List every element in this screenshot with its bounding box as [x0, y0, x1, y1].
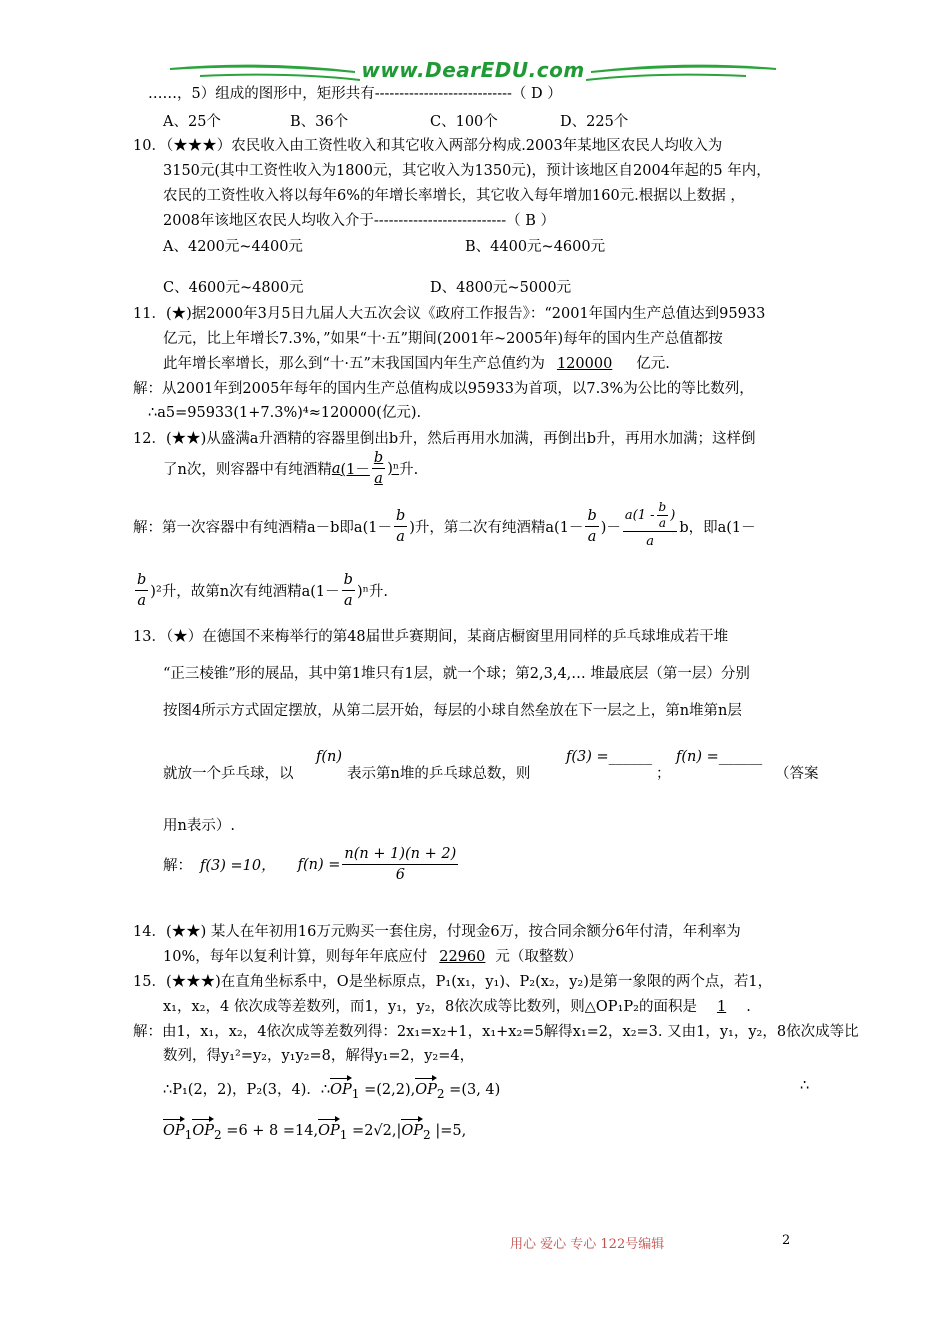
header-logo-text: www.DearEDU.com	[361, 58, 585, 82]
q15-solution-line1: 解：由1，x₁，x₂，4依次成等差数列得：2x₁=x₂+1，x₁+x₂=5解得x₁=2，x₂=3. 又由1，y₁，y₂，8依次成等比	[133, 1024, 859, 1040]
q11-line3	[163, 352, 670, 373]
vector-op1: OP	[330, 1082, 352, 1098]
q15-line2: x₁，x₂，4 依次成等差数列，而1，y₁，y₂，8依次成等比数列，则△OP₁P₂的面积是 1 .	[163, 999, 751, 1015]
q9-option-a: A、25个	[163, 114, 221, 130]
q15-solution-line4: $OP_1OP_2 =6 + 8 =14,OP_1 =2√2,|OP_2$ |=5,	[163, 1123, 467, 1142]
q12-solution-line1: 解：第一次容器中有纯酒精a－b即a(1－ $\frac{b}{a}$ )升，第二次有纯酒精a(1－ $\frac{b}{a}$ )－ a (1 - $\frac{b}{a}$ ) a b，即a(1－	[133, 500, 756, 552]
q13-line1: 13．（★）在德国不来梅举行的第48届世乒赛期间，某商店橱窗里用同样的乒乓球堆成若干堆	[133, 629, 729, 645]
q13-sol-fraction: $\frac{n(n + 1)(n + 2)}{6}$	[344, 846, 457, 883]
q11-line2: 亿元，比上年增长7.3%，”如果“十·五”期间(2001年~2005年)每年的国内生产总值都按	[163, 331, 723, 347]
q13-line4-f3-blank: f(3) =______	[566, 749, 653, 765]
q13-line4-g: （答案	[775, 766, 819, 782]
q13-line4-a: 就放一个乒乓球，以	[163, 766, 294, 782]
q13-line5: 用n表示）.	[163, 818, 235, 834]
q14-answer: 22960	[439, 949, 486, 965]
q13-solution: 解： f(3) =10， f(n) = $\frac{n(n + 1)(n + 2)}{6}$	[163, 846, 457, 883]
q13-line4-sep: ；	[656, 766, 671, 782]
q13-line2: “正三棱锥”形的展品，其中第1堆只有1层，就一个球；第2,3,4,… 堆最底层（第一层）分别	[163, 666, 750, 682]
q12-solution-line2: $\frac{b}{a}$ )²升，故第n次有纯酒精a(1－ $\frac{b}{a}$ )ⁿ升.	[137, 572, 388, 609]
q12-line2-text: 了n次，则容器中有纯酒精	[163, 462, 332, 478]
q9-option-c: C、100个	[430, 114, 498, 130]
vector-op2-magnitude: OP	[401, 1123, 424, 1139]
q12-sol-fraction-2: $\frac{b}{a}$	[587, 507, 597, 545]
q10-option-c: C、4600元~4800元	[163, 280, 304, 296]
q10-option-b: B、4400元~4600元	[465, 239, 606, 255]
q14-line1: 14．(★★) 某人在年初用16万元购买一套住房，付现金6万，按合同余额分6年付清，年利率为	[133, 924, 741, 940]
q10-line1: 10．（★★★）农民收入由工资性收入和其它收入两部分构成.2003年某地区农民人均收入为	[133, 138, 723, 154]
q9-option-b: B、36个	[290, 114, 349, 130]
vector-op1-magnitude: OP	[318, 1123, 340, 1139]
q12-fraction-b-over-a: $\frac{b}{a}$	[373, 450, 384, 487]
q12-sol-fraction-4: $\frac{b}{a}$	[137, 572, 147, 609]
q13-line3: 按图4所示方式固定摆放，从第二层开始，每层的小球自然垒放在下一层之上，第n堆第n层	[163, 703, 742, 719]
q9-tail-line: ……，5）组成的图形中，矩形共有----------------------------（ D ）	[148, 86, 562, 102]
vector-op1-dot-product: OP	[163, 1123, 185, 1139]
q13-line4-c: 表示第n堆的乒乓球总数，则	[347, 766, 531, 782]
q15-line1: 15．(★★★)在直角坐标系中，O是坐标原点，P₁(x₁，y₁)、P₂(x₂，y₂)是第一象限的两个点，若1，	[133, 974, 773, 990]
q12-line2	[163, 448, 418, 489]
q9-option-d: D、225个	[560, 114, 629, 130]
q11-answer: 120000	[556, 356, 613, 372]
q12-answer-expression: a (1－ $\frac{b}{a}$ )ⁿ	[331, 450, 400, 487]
q11-line3-unit: 亿元.	[636, 356, 670, 372]
q10-line2: 3150元(其中工资性收入为1800元，其它收入为1350元)，预计该地区自2004年起的5 年内，	[163, 163, 771, 179]
q11-solution-line1: 解：从2001年到2005年每年的国内生产总值构成以95933为首项，以7.3%为公比的等比数列，	[133, 381, 754, 397]
q11-solution-line2: ∴a5=95933(1+7.3%)⁴≈120000(亿元).	[148, 405, 422, 421]
q10-option-a: A、4200元~4400元	[163, 239, 303, 255]
q15-therefore: ∴	[800, 1078, 810, 1094]
q11-line3-text: 此年增长率增长，那么到“十·五”末我国国内年生产总值约为	[163, 356, 545, 372]
footer-editor-note: 用心 爱心 专心 122号编辑	[510, 1237, 665, 1252]
q12-line1: 12．(★★)从盛满a升酒精的容器里倒出b升，然后再用水加满，再倒出b升，再用水加满；这样倒	[133, 431, 756, 447]
q12-sol-fraction-3: a (1 - $\frac{b}{a}$ ) a	[624, 500, 676, 549]
vector-op2-dot-product: OP	[192, 1123, 214, 1139]
vector-op2: OP	[415, 1082, 437, 1098]
q12-line2-unit: 升.	[399, 462, 419, 478]
q15-answer: 1	[716, 999, 727, 1015]
q14-line2: 10%，每年以复利计算，则每年年底应付 22960 元（取整数）	[163, 949, 583, 965]
q10-line4: 2008年该地区农民人均收入介于---------------------------（ B ）	[163, 213, 556, 229]
q10-line3: 农民的工资性收入将以每年6%的年增长率增长，其它收入每年增加160元.根据以上数据 ，	[163, 188, 745, 204]
q13-line4-fn-blank: f(n) =______	[676, 749, 763, 765]
q12-sol-fraction-5: $\frac{b}{a}$	[343, 572, 353, 609]
q11-line1: 11．(★)据2000年3月5日九届人大五次会议《政府工作报告》：“2001年国内生产总值达到95933	[133, 306, 766, 322]
q12-sol-fraction-1: $\frac{b}{a}$	[395, 507, 406, 545]
q15-solution-line3: ∴P₁(2，2)，P₂(3，4)．$\therefore OP_1 =(2,2),OP_2 =(3$, 4)	[163, 1082, 501, 1101]
q10-option-d: D、4800元~5000元	[430, 280, 572, 296]
q13-line4-fn: f(n)	[316, 749, 343, 765]
q15-solution-line2: 数列，得y₁²=y₂，y₁y₂=8，解得y₁=2，y₂=4，	[163, 1048, 475, 1064]
page-number: 2	[782, 1233, 791, 1248]
